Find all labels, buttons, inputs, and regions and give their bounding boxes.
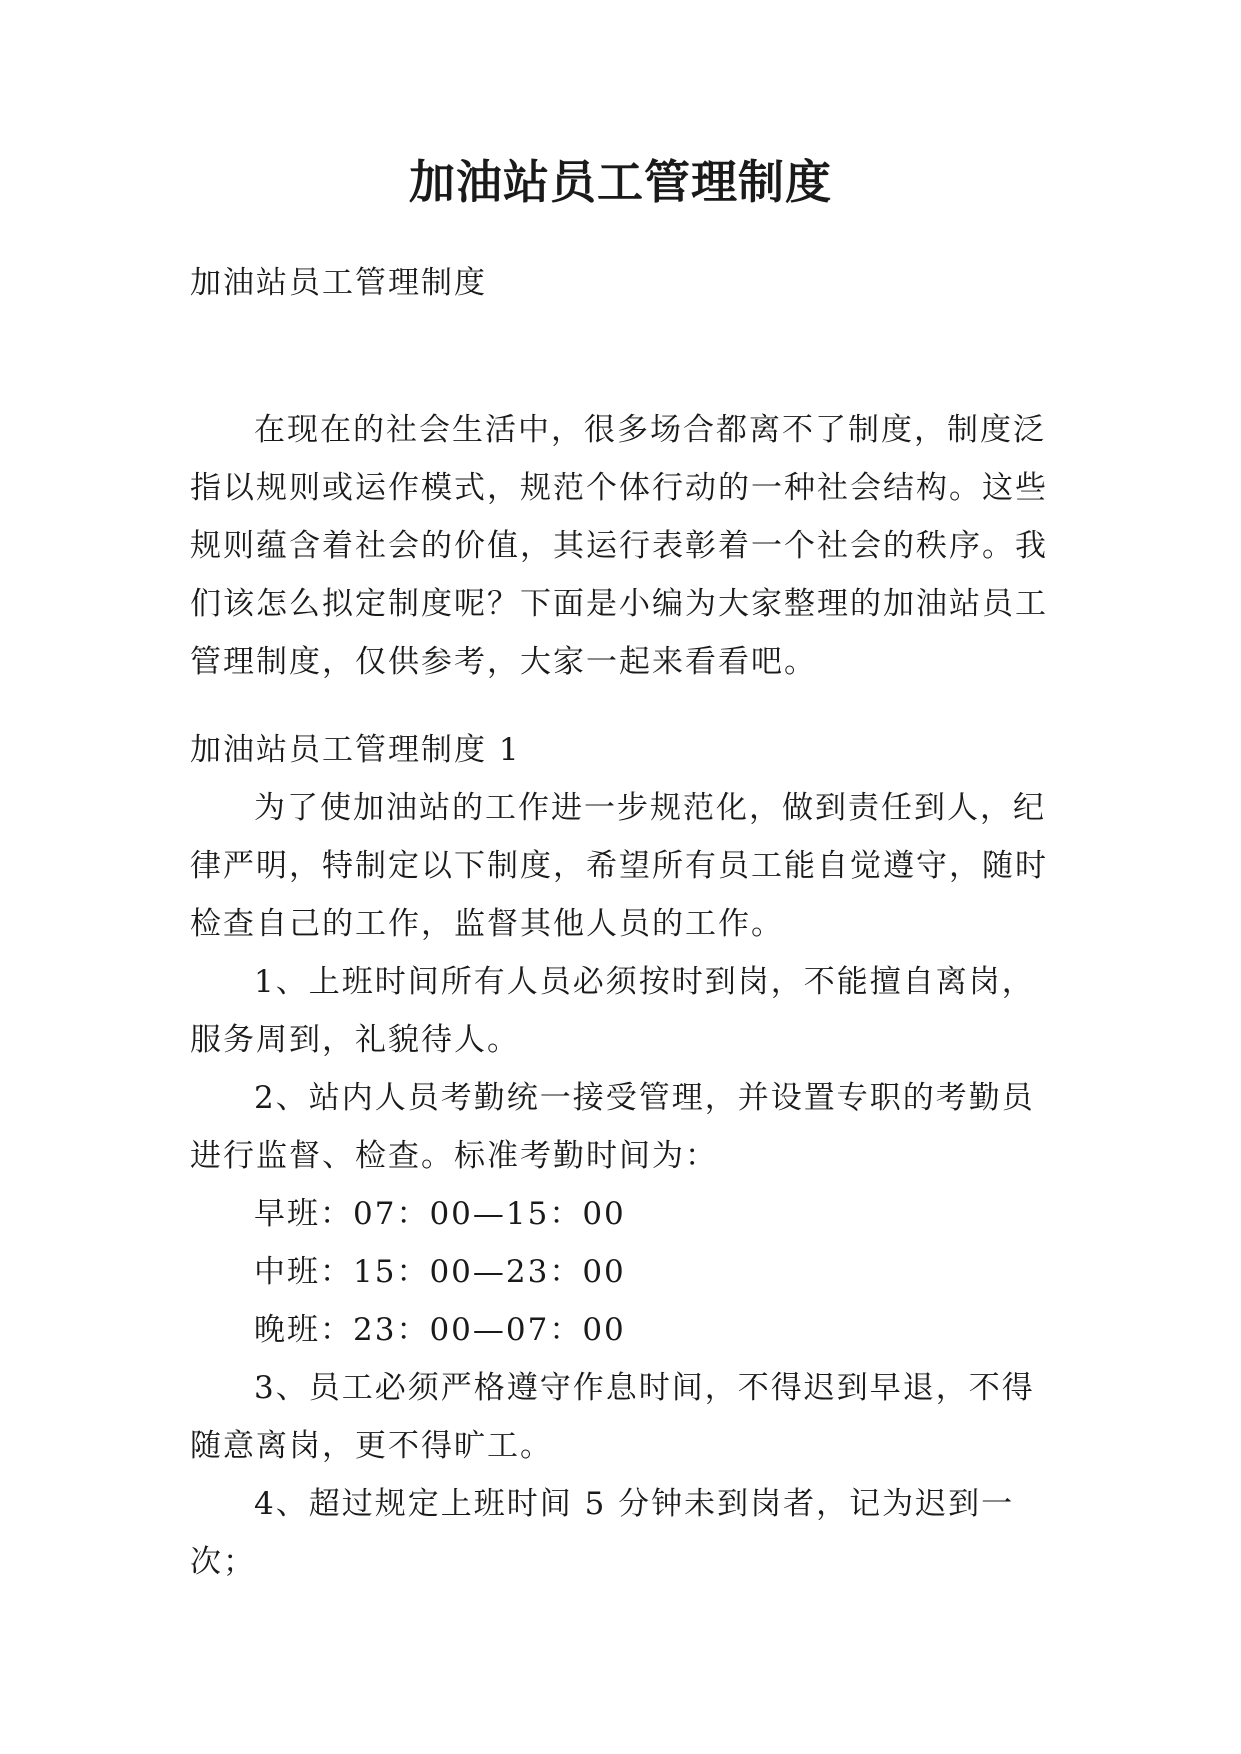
document-subtitle: 加油站员工管理制度 [190,265,487,301]
section1-paragraph: 为了使加油站的工作进一步规范化，做到责任到人，纪律严明，特制定以下制度，希望所有员工能自觉遵守，随时检查自己的工作，监督其他人员的工作。 [190,790,1048,942]
shift-morning: 早班：07：00—15：00 [254,1196,626,1232]
rule-item-1: 1、上班时间所有人员必须按时到岗，不能擅自离岗，服务周到，礼貌待人。 [190,964,1035,1058]
document-title: 加油站员工管理制度 [409,155,832,209]
rule-item-4: 4、超过规定上班时间 5 分钟未到岗者，记为迟到一次； [190,1486,1015,1580]
rule-item-2: 2、站内人员考勤统一接受管理，并设置专职的考勤员进行监督、检查。标准考勤时间为： [190,1080,1035,1174]
intro-paragraph: 在现在的社会生活中，很多场合都离不了制度，制度泛指以规则或运作模式，规范个体行动的一种社会结构。这些规则蕴含着社会的价值，其运行表彰着一个社会的秩序。我们该怎么拟定制度呢？下面是小编为大家整理的加油站员工管理制度，仅供参考，大家一起来看看吧。 [190,412,1048,680]
section-heading-1: 加油站员工管理制度 1 [190,732,521,768]
rule-item-3: 3、员工必须严格遵守作息时间，不得迟到早退，不得随意离岗，更不得旷工。 [190,1370,1035,1464]
shift-night: 晚班：23：00—07：00 [254,1312,626,1348]
shift-middle: 中班：15：00—23：00 [254,1254,626,1290]
